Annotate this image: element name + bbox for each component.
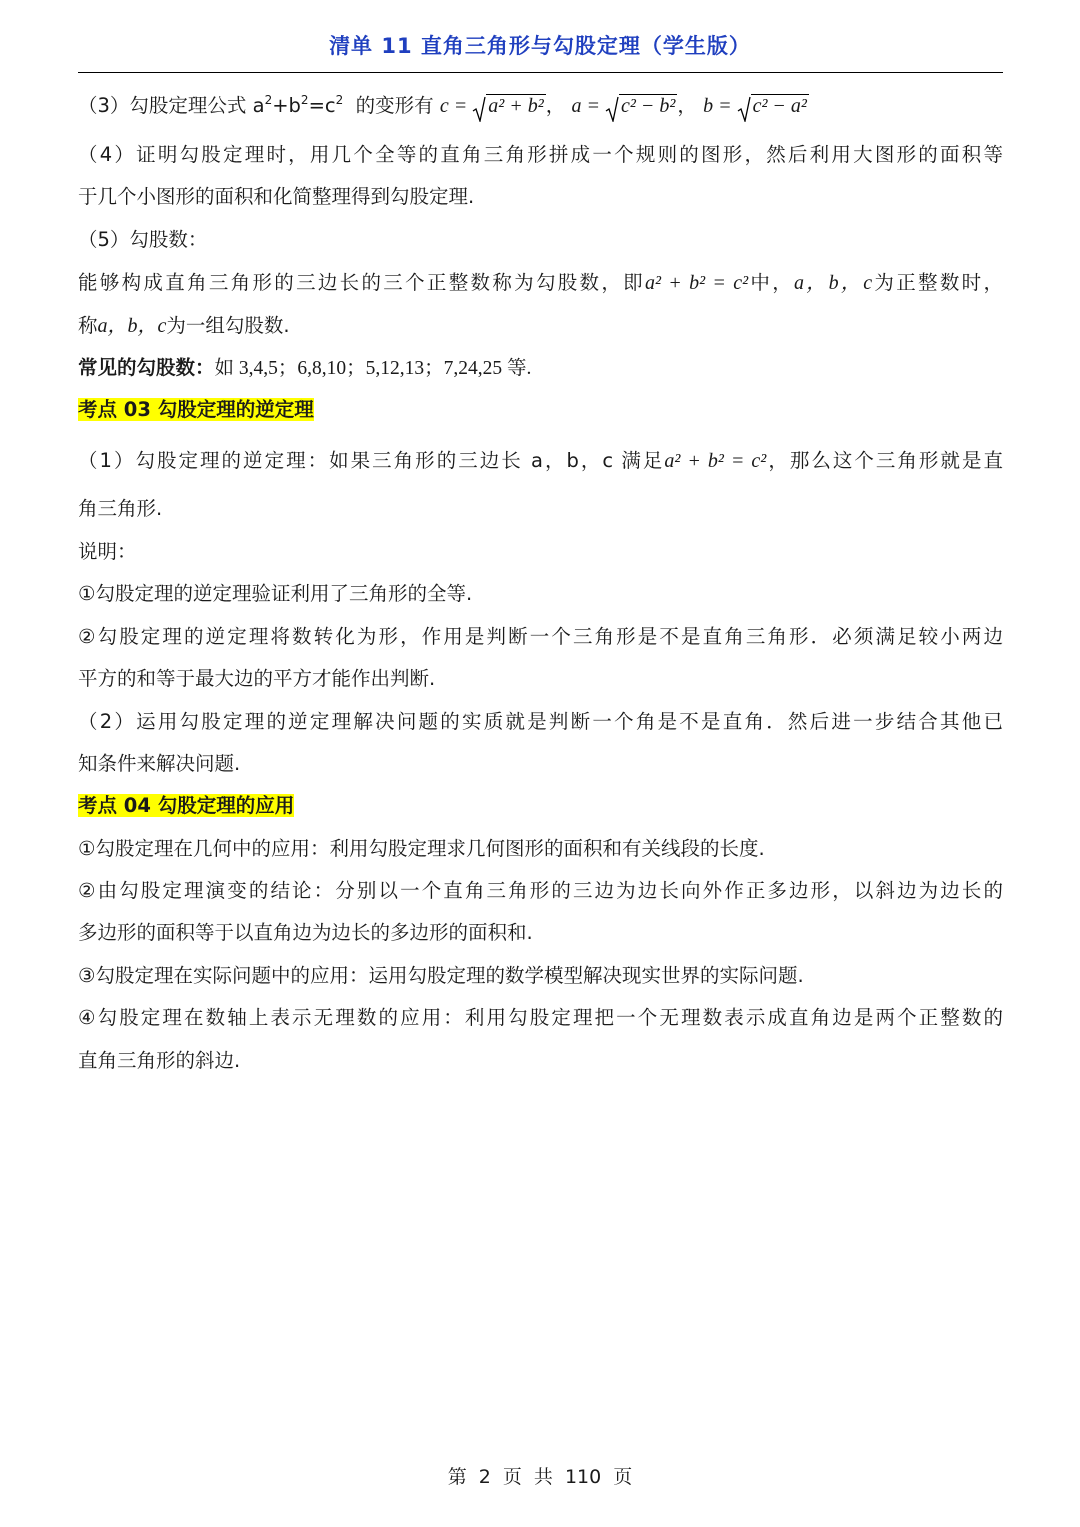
radical-sign-icon <box>472 96 486 122</box>
item3-mid1: +b <box>272 94 301 117</box>
item3-sup1: 2 <box>264 93 273 107</box>
formula-b-label: b = <box>703 95 737 117</box>
app4-line2: 直角三角形的斜边. <box>78 1049 241 1072</box>
kp03-item1-equation: a² + b² = c² <box>664 450 767 472</box>
kp04-heading-row <box>78 792 1003 820</box>
app3: ③勾股定理在实际问题中的应用：运用勾股定理的数学模型解决现实世界的实际问题. <box>78 964 804 987</box>
item5-line2-c: 为一组勾股数. <box>166 314 290 337</box>
kp03-item1-line1 <box>78 447 1003 475</box>
kp03-item1-text-a: （1）勾股定理的逆定理：如果三角形的三边长 a，b，c 满足 <box>78 449 665 472</box>
item3-mid2: =c <box>308 94 336 117</box>
kp03-item1-text-b: ，那么这个三角形就是直 <box>766 449 1003 472</box>
note2-line2: 平方的和等于最大边的平方才能作出判断. <box>78 667 436 690</box>
kp04-heading: 考点 04 勾股定理的应用 <box>78 794 295 817</box>
item3-sup3: 2 <box>335 93 344 107</box>
item4-line1: （4）证明勾股定理时，用几个全等的直角三角形拼成一个规则的图形，然后利用大图形的面积等 <box>78 143 1003 166</box>
item5-title: （5）勾股数： <box>78 228 208 251</box>
page-footer: 第 2 页 共 110 页 <box>447 1466 633 1488</box>
item5-text-a: 能够构成直角三角形的三边长的三个正整数称为勾股数，即 <box>78 271 645 294</box>
note1: ①勾股定理的逆定理验证利用了三角形的全等. <box>78 582 473 605</box>
common-text: 如 3,4,5；6,8,10；5,12,13；7,24,25 等. <box>214 358 532 379</box>
item4-line2: 于几个小图形的面积和化简整理得到勾股定理. <box>78 185 475 208</box>
app4-line1: ④勾股定理在数轴上表示无理数的应用：利用勾股定理把一个无理数表示成直角边是两个正整数的 <box>78 1006 1003 1029</box>
app1: ①勾股定理在几何中的应用：利用勾股定理求几何图形的面积和有关线段的长度. <box>78 837 765 860</box>
kp03-item2-line2: 知条件来解决问题. <box>78 752 241 775</box>
kp03-item2-line1: （2）运用勾股定理的逆定理解决问题的实质就是判断一个角是不是直角．然后进一步结合其他已 <box>78 710 1003 733</box>
formula-c-label: c = <box>439 95 473 117</box>
formula-sep2: ， <box>677 94 697 117</box>
kp03-heading-row <box>78 396 1003 424</box>
page-title: 清单 11 直角三角形与勾股定理（学生版） <box>329 34 751 58</box>
item3-line <box>78 92 1003 120</box>
item5-text-b: 中， <box>748 271 794 294</box>
common-label: 常见的勾股数： <box>78 356 215 379</box>
item5-line2-a: 称 <box>78 314 98 337</box>
formula-c-radicand: a² + b² <box>488 95 544 117</box>
app2-line2: 多边形的面积等于以直角边为边长的多边形的面积和. <box>78 921 533 944</box>
sqrt-a <box>605 92 677 120</box>
radical-sign-icon <box>737 96 751 122</box>
item5-line2 <box>78 312 1003 340</box>
item5-line2-vars: a，b，c <box>97 315 167 337</box>
radical-sign-icon <box>605 96 619 122</box>
item5-line1 <box>78 269 1003 297</box>
note2-line1: ②勾股定理的逆定理将数转化为形，作用是判断一个三角形是不是直角三角形．必须满足较小两边 <box>78 625 1003 648</box>
note-label: 说明： <box>78 540 137 563</box>
item5-vars: a，b，c <box>794 272 873 294</box>
item3-sup2: 2 <box>300 93 309 107</box>
sqrt-c <box>472 92 546 120</box>
item3-prefix: （3）勾股定理公式 a <box>78 94 265 117</box>
common-triples <box>78 354 1003 383</box>
item5-text-d: 为正整数时， <box>872 271 1003 294</box>
item5-equation: a² + b² = c² <box>644 272 749 294</box>
formula-a-label: a = <box>571 95 605 117</box>
kp03-item1-line2: 角三角形. <box>78 497 163 520</box>
formula-sep1: ， <box>545 94 566 117</box>
formula-a-radicand: c² − b² <box>620 95 676 117</box>
header-divider <box>78 72 1003 73</box>
kp03-heading: 考点 03 勾股定理的逆定理 <box>78 398 314 421</box>
app2-line1: ②由勾股定理演变的结论：分别以一个直角三角形的三边为边长向外作正多边形，以斜边为边长的 <box>78 879 1003 902</box>
formula-b-radicand: c² − a² <box>752 95 807 117</box>
item3-mid3: 的变形有 <box>343 94 434 117</box>
sqrt-b <box>737 92 809 120</box>
